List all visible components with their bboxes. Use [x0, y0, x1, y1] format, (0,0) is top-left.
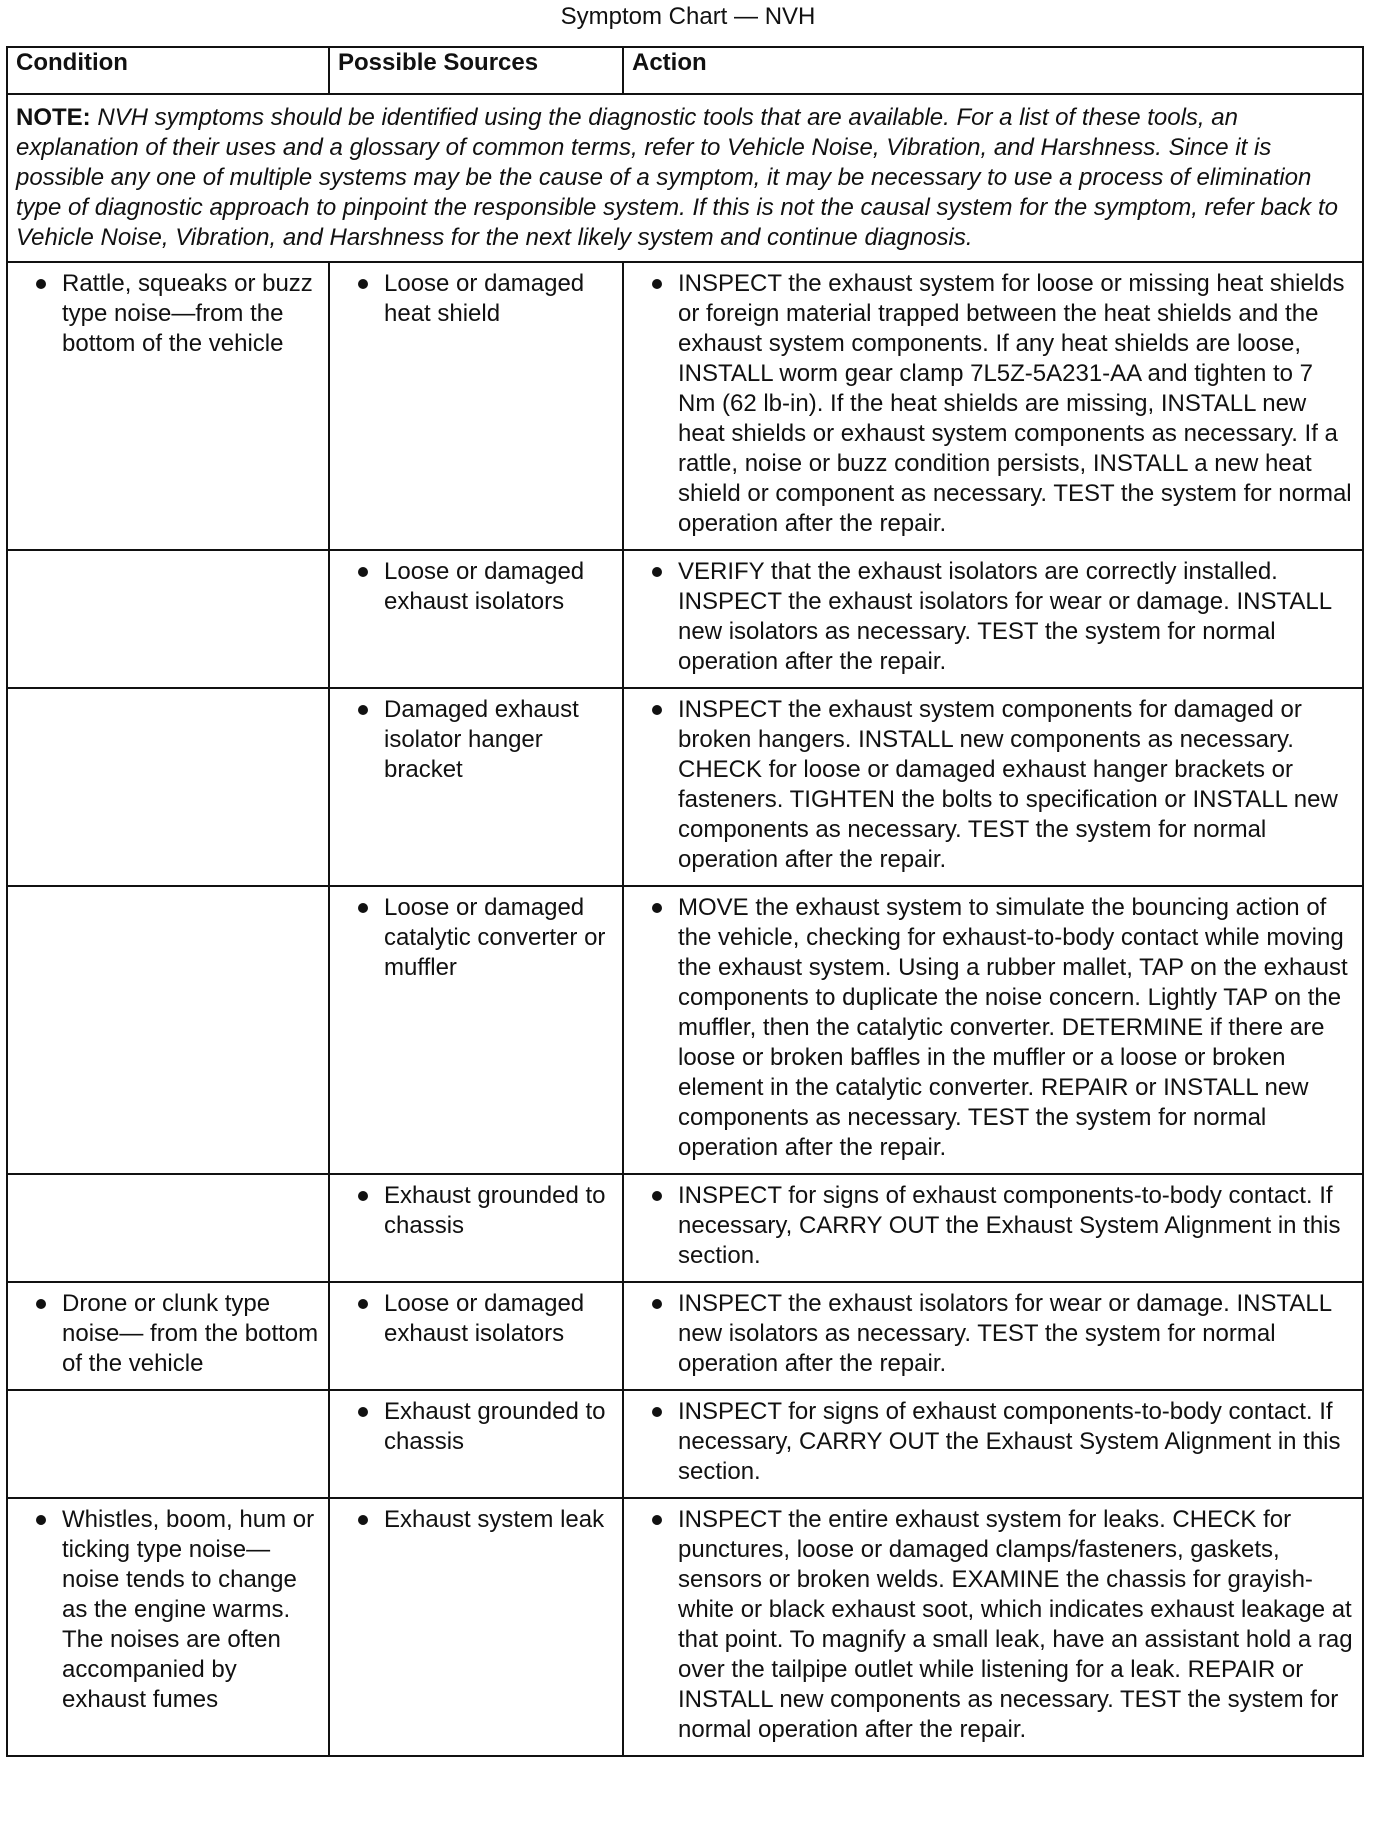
bullet-item — [630, 269, 1356, 539]
condition-text: Rattle, squeaks or buzz type noise—from the bottom of the vehicle — [62, 270, 313, 357]
bullet-icon — [652, 1191, 662, 1201]
action-text: INSPECT the exhaust system components for damaged or broken hangers. INSTALL new components as necessary. CHECK for loose or damaged exhaust hanger brackets or fasteners. TIGHTEN the bolts to specification or INSTALL new components as necessary. TEST the system for normal operation after the repair. — [678, 696, 1338, 873]
bullet-icon — [652, 903, 662, 913]
bullet-icon — [652, 705, 662, 715]
table-row — [7, 1390, 1363, 1498]
table-row — [7, 1498, 1363, 1756]
bullet-icon — [36, 1299, 46, 1309]
source-text: Exhaust grounded to chassis — [384, 1182, 606, 1239]
table-row — [7, 688, 1363, 886]
action-cell — [623, 1390, 1363, 1498]
condition-cell — [7, 688, 329, 886]
header-action: Action — [623, 47, 1363, 94]
source-cell — [329, 886, 623, 1174]
bullet-icon — [652, 1299, 662, 1309]
action-cell — [623, 886, 1363, 1174]
bullet-item — [630, 893, 1356, 1163]
bullet-item — [336, 1505, 616, 1535]
bullet-item — [336, 1289, 616, 1349]
bullet-item — [14, 1505, 322, 1715]
action-cell — [623, 1498, 1363, 1756]
bullet-icon — [358, 279, 368, 289]
bullet-icon — [358, 903, 368, 913]
table-row — [7, 262, 1363, 550]
bullet-icon — [358, 567, 368, 577]
action-text: INSPECT the entire exhaust system for leaks. CHECK for punctures, loose or damaged clamps/fasteners, gaskets, sensors or broken welds. EXAMINE the chassis for grayish-white or black exhaust soot, which indicates exhaust leakage at that point. To magnify a small leak, have an assistant hold a rag over the tailpipe outlet while listening for a leak. REPAIR or INSTALL new components as necessary. TEST the system for normal operation after the repair. — [678, 1506, 1353, 1743]
condition-cell — [7, 550, 329, 688]
note-cell — [7, 94, 1363, 262]
source-text: Loose or damaged heat shield — [384, 270, 585, 327]
bullet-icon — [652, 1407, 662, 1417]
source-cell — [329, 1282, 623, 1390]
source-text: Damaged exhaust isolator hanger bracket — [384, 696, 579, 783]
table-row — [7, 886, 1363, 1174]
bullet-item — [630, 1397, 1356, 1487]
bullet-icon — [652, 1515, 662, 1525]
bullet-icon — [358, 705, 368, 715]
bullet-item — [336, 893, 616, 983]
source-cell — [329, 688, 623, 886]
action-cell — [623, 688, 1363, 886]
bullet-icon — [36, 1515, 46, 1525]
condition-cell — [7, 262, 329, 550]
bullet-icon — [358, 1299, 368, 1309]
note-label: NOTE: — [16, 104, 91, 131]
condition-cell — [7, 1390, 329, 1498]
action-text: INSPECT the exhaust system for loose or missing heat shields or foreign material trapped between the heat shields and the exhaust system components. If any heat shields are loose, INSTALL worm gear clamp 7L5Z-5A231-AA and tighten to 7 Nm (62 lb-in). If the heat shields are missing, INSTALL new heat shields or exhaust system components as necessary. If a rattle, noise or buzz condition persists, INSTALL a new heat shield or component as necessary. TEST the system for normal operation after the repair. — [678, 270, 1352, 537]
bullet-item — [336, 1397, 616, 1457]
bullet-icon — [358, 1515, 368, 1525]
header-row — [7, 47, 1363, 94]
action-text: INSPECT for signs of exhaust components-to-body contact. If necessary, CARRY OUT the Exhaust System Alignment in this section. — [678, 1182, 1341, 1269]
note-row — [7, 94, 1363, 262]
symptom-table — [6, 46, 1364, 1757]
source-cell — [329, 1498, 623, 1756]
source-text: Loose or damaged catalytic converter or muffler — [384, 894, 606, 981]
condition-text: Drone or clunk type noise— from the bottom of the vehicle — [62, 1290, 319, 1377]
bullet-icon — [358, 1191, 368, 1201]
source-cell — [329, 262, 623, 550]
action-text: VERIFY that the exhaust isolators are correctly installed. INSPECT the exhaust isolators for wear or damage. INSTALL new isolators as necessary. TEST the system for normal operation after the repair. — [678, 558, 1332, 675]
bullet-icon — [36, 279, 46, 289]
symptom-rows — [7, 262, 1363, 1756]
source-cell — [329, 1174, 623, 1282]
action-text: INSPECT the exhaust isolators for wear or damage. INSTALL new isolators as necessary. TEST the system for normal operation after the repair. — [678, 1290, 1332, 1377]
bullet-item — [630, 1505, 1356, 1745]
bullet-item — [630, 1289, 1356, 1379]
header-possible-sources: Possible Sources — [329, 47, 623, 94]
bullet-icon — [358, 1407, 368, 1417]
condition-cell — [7, 1282, 329, 1390]
bullet-item — [630, 1181, 1356, 1271]
table-row — [7, 1282, 1363, 1390]
condition-cell — [7, 1498, 329, 1756]
bullet-icon — [652, 567, 662, 577]
source-cell — [329, 1390, 623, 1498]
action-cell — [623, 262, 1363, 550]
action-text: INSPECT for signs of exhaust components-to-body contact. If necessary, CARRY OUT the Exhaust System Alignment in this section. — [678, 1398, 1341, 1485]
source-text: Loose or damaged exhaust isolators — [384, 558, 585, 615]
bullet-item — [336, 269, 616, 329]
bullet-icon — [652, 279, 662, 289]
chart-title: Symptom Chart — NVH — [560, 3, 816, 30]
condition-cell — [7, 886, 329, 1174]
bullet-item — [336, 695, 616, 785]
table-row — [7, 550, 1363, 688]
source-text: Exhaust grounded to chassis — [384, 1398, 606, 1455]
bullet-item — [630, 695, 1356, 875]
action-cell — [623, 1282, 1363, 1390]
header-condition: Condition — [7, 47, 329, 94]
action-text: MOVE the exhaust system to simulate the bouncing action of the vehicle, checking for exhaust-to-body contact while moving the exhaust system. Using a rubber mallet, TAP on the exhaust components to duplicate the noise concern. Lightly TAP on the muffler, then the catalytic converter. DETERMINE if there are loose or broken baffles in the muffler or a loose or broken element in the catalytic converter. REPAIR or INSTALL new components as necessary. TEST the system for normal operation after the repair. — [678, 894, 1348, 1161]
source-cell — [329, 550, 623, 688]
bullet-item — [336, 1181, 616, 1241]
table-row — [7, 1174, 1363, 1282]
action-cell — [623, 550, 1363, 688]
bullet-item — [630, 557, 1356, 677]
bullet-item — [14, 1289, 322, 1379]
note-text: NVH symptoms should be identified using the diagnostic tools that are available. For a list of these tools, an explanation of their uses and a glossary of common terms, refer to Vehicle Noise, Vibration, and Harshness. Since it is possible any one of multiple systems may be the cause of a symptom, it may be necessary to use a process of elimination type of diagnostic approach to pinpoint the responsible system. If this is not the causal system for the symptom, refer back to Vehicle Noise, Vibration, and Harshness for the next likely system and continue diagnosis. — [16, 104, 1338, 251]
action-cell — [623, 1174, 1363, 1282]
source-text: Exhaust system leak — [384, 1506, 605, 1533]
bullet-item — [14, 269, 322, 359]
bullet-item — [336, 557, 616, 617]
condition-text: Whistles, boom, hum or ticking type noise—noise tends to change as the engine warms. The noises are often accompanied by exhaust fumes — [62, 1506, 315, 1713]
condition-cell — [7, 1174, 329, 1282]
source-text: Loose or damaged exhaust isolators — [384, 1290, 585, 1347]
